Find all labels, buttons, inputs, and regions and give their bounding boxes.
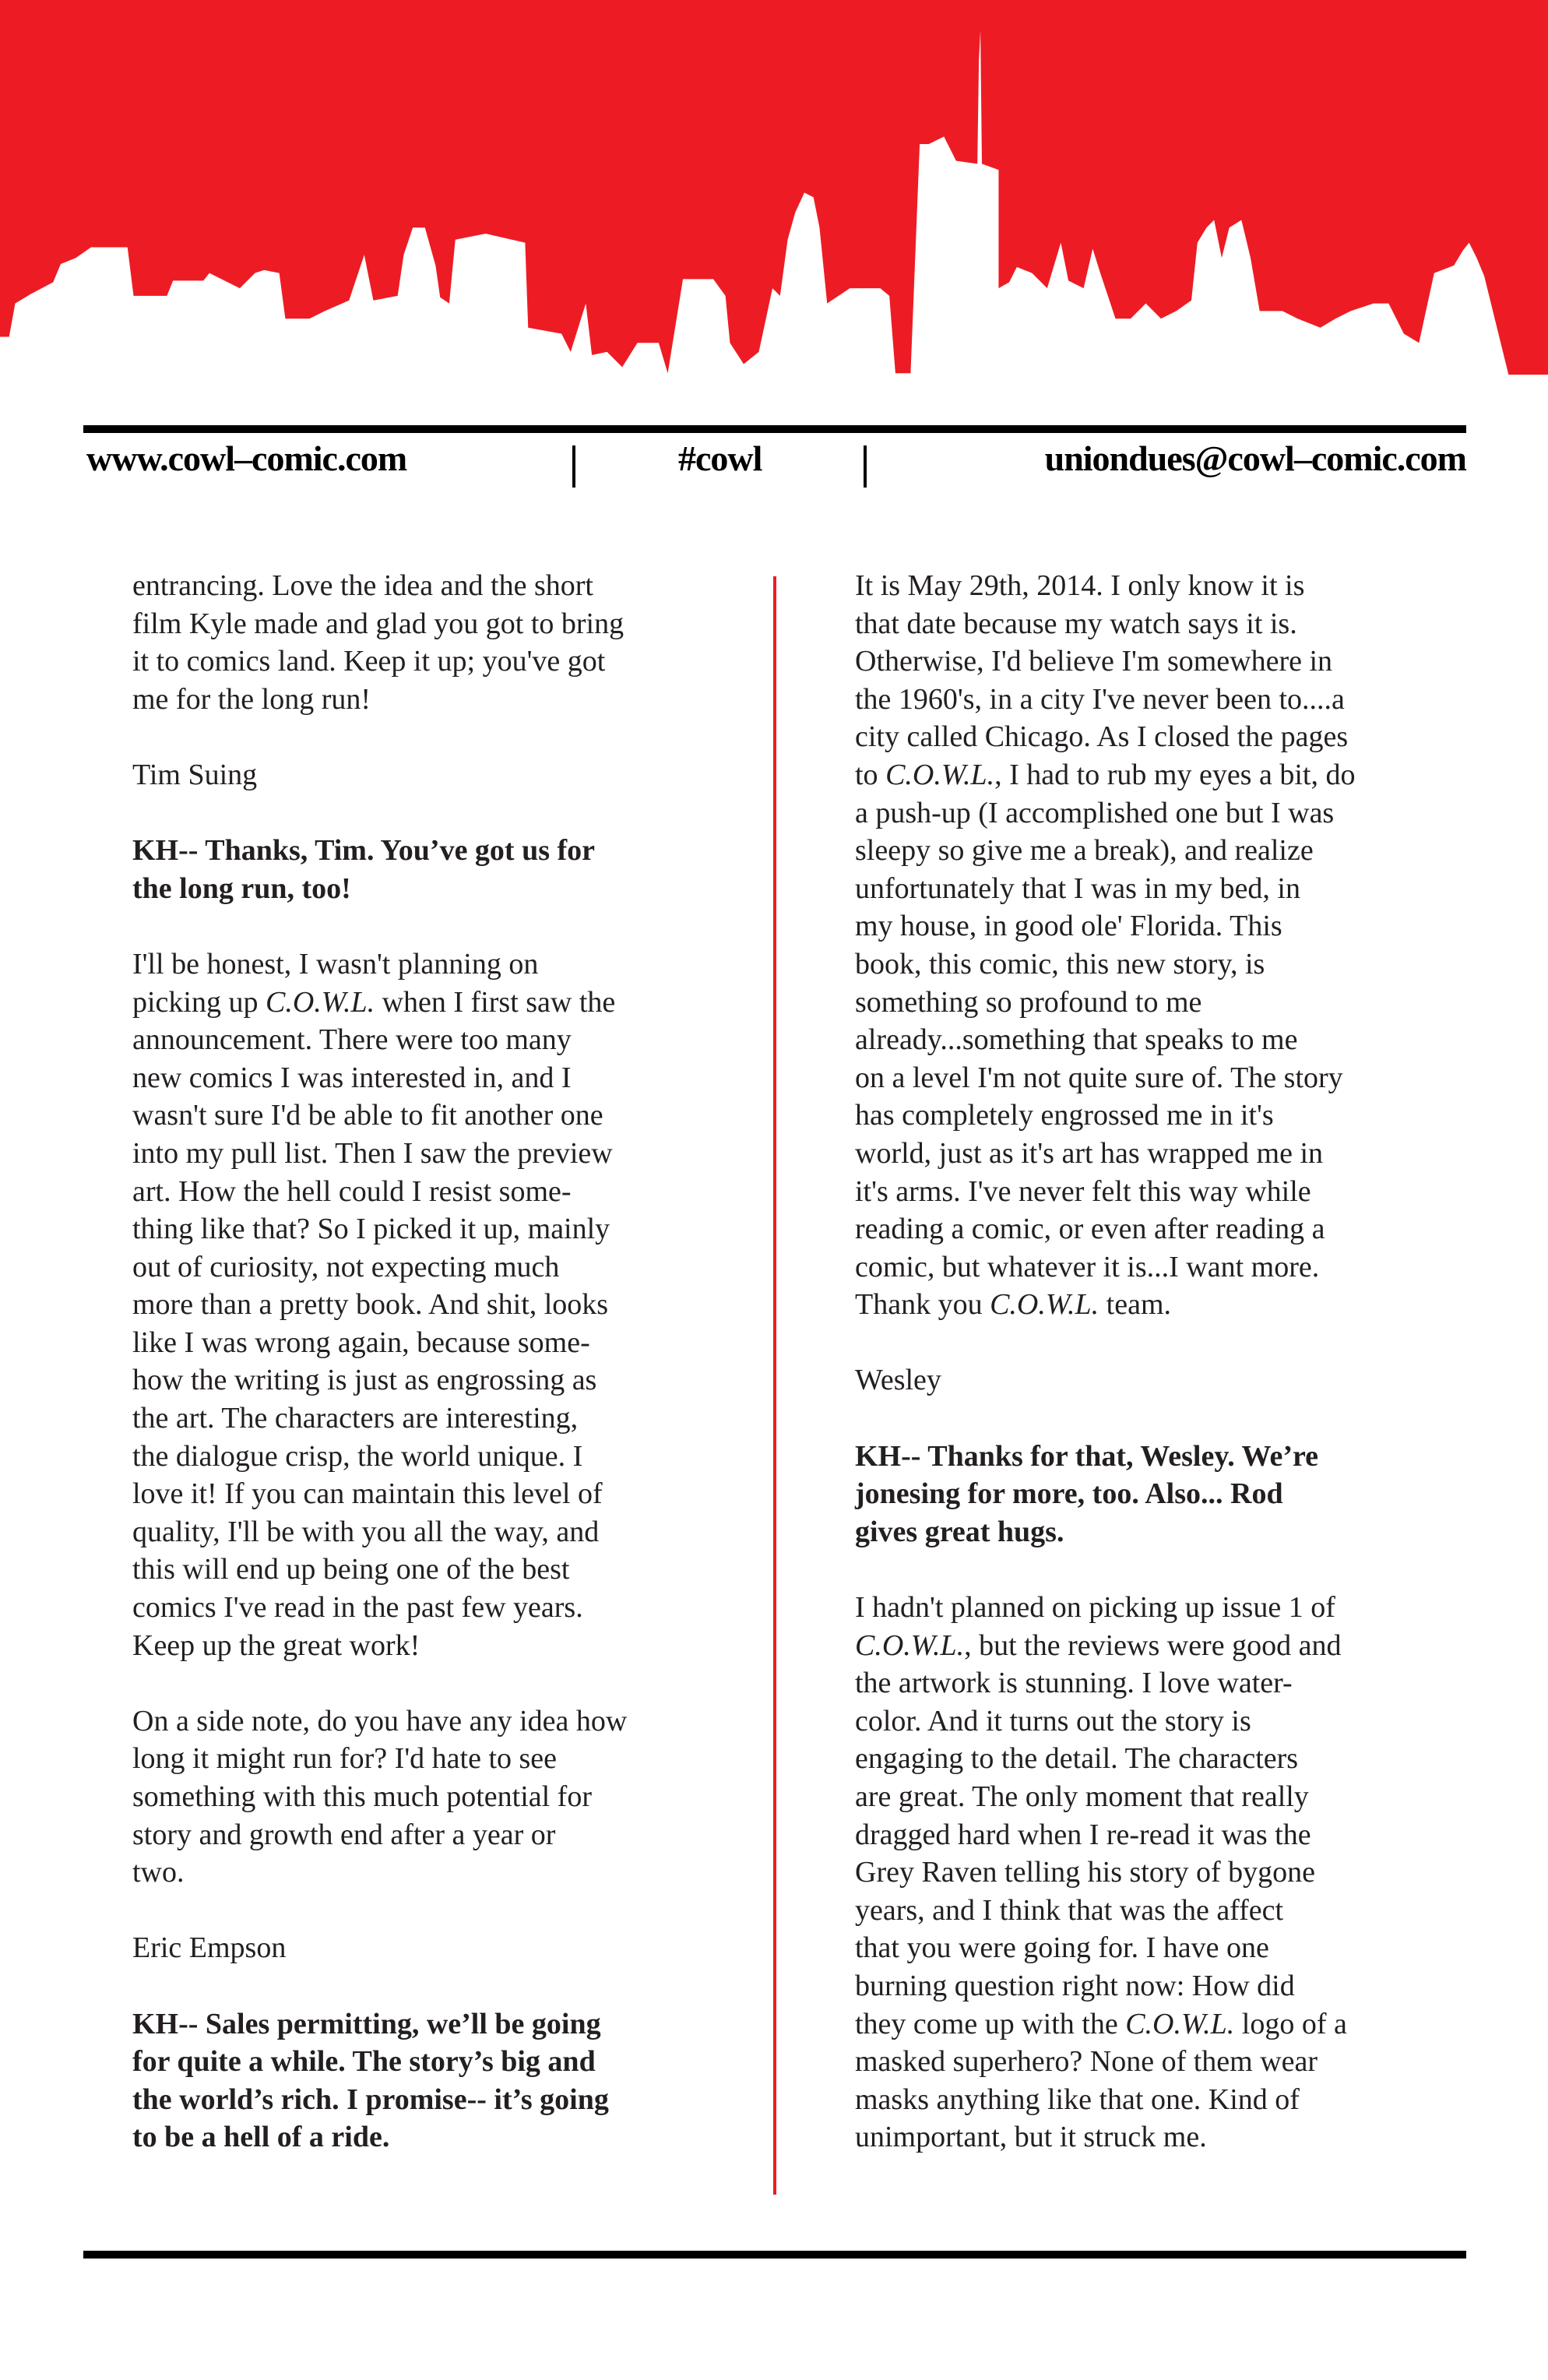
city-skyline-banner	[0, 0, 1548, 379]
header-rule	[83, 425, 1466, 433]
letter-paragraph	[855, 567, 1462, 1324]
text-line: this will end up being one of the best	[132, 1553, 570, 1586]
text-segment: to	[855, 758, 886, 791]
letter-paragraph	[132, 945, 740, 1664]
text-line: book, this comic, this new story, is	[855, 947, 1265, 981]
text-line: color. And it turns out the story is	[855, 1704, 1251, 1737]
text-line: film Kyle made and glad you got to bring	[132, 607, 624, 640]
text-line: something so profound to me	[855, 985, 1202, 1019]
text-segment: picking up	[132, 985, 266, 1019]
text-line: out of curiosity, not expecting much	[132, 1250, 560, 1283]
text-line: gives great hugs.	[855, 1515, 1064, 1548]
text-line: Tim Suing	[132, 758, 258, 791]
letter-paragraph	[855, 1361, 1462, 1399]
header-separator	[864, 445, 867, 488]
footer-rule	[83, 2251, 1466, 2259]
text-line: something with this much potential for	[132, 1780, 592, 1813]
text-line: Otherwise, I'd believe I'm somewhere in	[855, 645, 1333, 678]
text-line: it's arms. I've never felt this way while	[855, 1174, 1311, 1208]
text-line: dragged hard when I re-read it was the	[855, 1818, 1311, 1851]
text-line: KH-- Thanks for that, Wesley. We’re	[855, 1439, 1319, 1473]
letter-paragraph	[132, 1929, 740, 1967]
text-line: Keep up the great work!	[132, 1628, 420, 1662]
text-line: love it! If you can maintain this level of	[132, 1477, 603, 1511]
text-line: sleepy so give me a break), and realize	[855, 834, 1314, 868]
text-line: Grey Raven telling his story of bygone	[855, 1856, 1316, 1889]
text-line	[855, 2005, 1462, 2044]
italic-title: C.O.W.L.	[1125, 2007, 1235, 2040]
text-segment: logo of a	[1234, 2007, 1347, 2040]
text-line: that date because my watch says it is.	[855, 607, 1297, 640]
letter-paragraph	[132, 567, 740, 718]
text-line: reading a comic, or even after reading a	[855, 1213, 1325, 1246]
text-line: like I was wrong again, because some-	[132, 1326, 590, 1359]
text-line: how the writing is just as engrossing as	[132, 1364, 597, 1397]
text-line: wasn't sure I'd be able to fit another one	[132, 1099, 603, 1132]
text-line: unfortunately that I was in my bed, in	[855, 871, 1300, 905]
text-line: comic, but whatever it is...I want more.	[855, 1250, 1320, 1283]
letter-paragraph	[855, 1589, 1462, 2156]
italic-title: C.O.W.L.	[990, 1288, 1099, 1322]
text-line: the world’s rich. I promise-- it’s going	[132, 2082, 609, 2116]
email-link[interactable]: uniondues@cowl–comic.com	[1044, 438, 1466, 478]
text-line: to be a hell of a ride.	[132, 2121, 390, 2154]
text-line: I hadn't planned on picking up issue 1 of	[855, 1591, 1335, 1625]
hashtag-link[interactable]: #cowl	[678, 438, 762, 478]
text-line: that you were going for. I have one	[855, 1931, 1269, 1965]
text-line: years, and I think that was the affect	[855, 1893, 1284, 1927]
text-line: are great. The only moment that really	[855, 1780, 1309, 1813]
text-line: Wesley	[855, 1364, 941, 1397]
letter-paragraph	[132, 1702, 740, 1892]
text-line: the art. The characters are interesting,	[132, 1402, 579, 1435]
text-segment: Thank you	[855, 1288, 990, 1322]
text-segment: team.	[1099, 1288, 1172, 1322]
header-separator	[572, 445, 575, 488]
text-line: KH-- Thanks, Tim. You’ve got us for	[132, 834, 596, 868]
text-line: more than a pretty book. And shit, looks	[132, 1288, 609, 1322]
editor-reply	[132, 832, 740, 907]
letters-column-right	[855, 567, 1462, 2195]
text-segment: , but the reviews were good and	[964, 1628, 1342, 1662]
text-line: world, just as it's art has wrapped me in	[855, 1136, 1324, 1170]
letter-paragraph	[132, 756, 740, 794]
text-line: into my pull list. Then I saw the preview	[132, 1136, 613, 1170]
editor-reply	[855, 1438, 1462, 1551]
text-segment: they come up with the	[855, 2007, 1126, 2040]
text-line: the long run, too!	[132, 871, 351, 905]
text-line: Eric Empson	[132, 1931, 287, 1965]
text-line: comics I've read in the past few years.	[132, 1591, 583, 1625]
column-divider	[773, 576, 776, 2195]
text-line: jonesing for more, too. Also... Rod	[855, 1477, 1283, 1511]
text-line: new comics I was interested in, and I	[132, 1061, 572, 1094]
text-segment: when I first saw the	[375, 985, 616, 1019]
text-line: story and growth end after a year or	[132, 1818, 556, 1851]
text-line: a push-up (I accomplished one but I was	[855, 796, 1335, 829]
text-line: masked superhero? None of them wear	[855, 2045, 1318, 2079]
text-line: KH-- Sales permitting, we’ll be going	[132, 2007, 601, 2040]
text-line: art. How the hell could I resist some-	[132, 1174, 572, 1208]
text-line: city called Chicago. As I closed the pages	[855, 720, 1349, 754]
text-line: for quite a while. The story’s big and	[132, 2045, 596, 2079]
text-segment: , I had to rub my eyes a bit, do	[994, 758, 1356, 791]
italic-title: C.O.W.L.	[885, 758, 995, 791]
text-line	[132, 984, 740, 1022]
text-line: entrancing. Love the idea and the short	[132, 569, 593, 602]
text-line: it to comics land. Keep it up; you've got	[132, 645, 606, 678]
italic-title: C.O.W.L.	[265, 985, 375, 1019]
text-line: thing like that? So I picked it up, mainly	[132, 1213, 610, 1246]
text-line: the artwork is stunning. I love water-	[855, 1667, 1293, 1700]
text-line: on a level I'm not quite sure of. The story	[855, 1061, 1343, 1094]
editor-reply	[132, 2005, 740, 2156]
letters-column-left	[132, 567, 740, 2195]
text-line: masks anything like that one. Kind of	[855, 2082, 1300, 2116]
text-line: I'll be honest, I wasn't planning on	[132, 947, 539, 981]
text-line: has completely engrossed me in it's	[855, 1099, 1274, 1132]
text-line: my house, in good ole' Florida. This	[855, 910, 1282, 943]
text-line: quality, I'll be with you all the way, and	[132, 1515, 600, 1548]
text-line: It is May 29th, 2014. I only know it is	[855, 569, 1305, 602]
text-line: the 1960's, in a city I've never been to....a	[855, 682, 1345, 716]
text-line: burning question right now: How did	[855, 1969, 1295, 2002]
text-line	[855, 756, 1462, 794]
text-line: me for the long run!	[132, 682, 371, 716]
text-line: unimportant, but it struck me.	[855, 2121, 1207, 2154]
text-line	[855, 1286, 1462, 1324]
text-line	[855, 1627, 1462, 1665]
text-line: engaging to the detail. The characters	[855, 1742, 1299, 1776]
text-line: announcement. There were too many	[132, 1023, 572, 1057]
text-line: long it might run for? I'd hate to see	[132, 1742, 558, 1776]
text-line: already...something that speaks to me	[855, 1023, 1298, 1057]
italic-title: C.O.W.L.	[855, 1628, 965, 1662]
text-line: the dialogue crisp, the world unique. I	[132, 1439, 583, 1473]
text-line: On a side note, do you have any idea how	[132, 1704, 628, 1737]
text-line: two.	[132, 1856, 185, 1889]
website-link[interactable]: www.cowl–comic.com	[86, 438, 407, 478]
